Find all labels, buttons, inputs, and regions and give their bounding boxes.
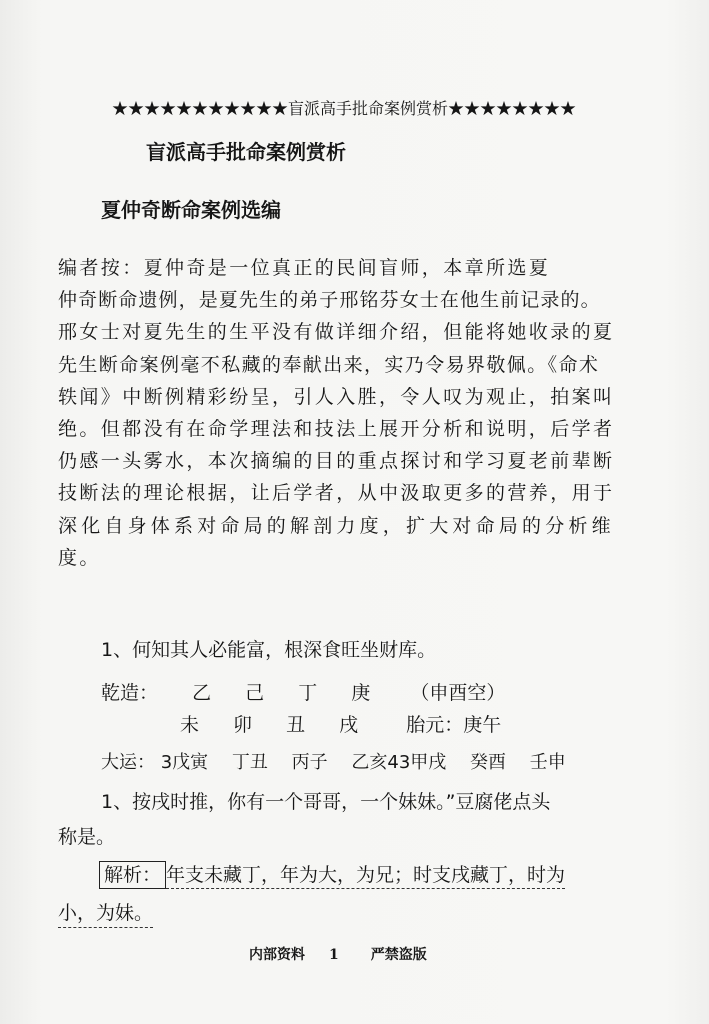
running-header: ★★★★★★★★★★★盲派高手批命案例赏析★★★★★★★★ (112, 99, 577, 118)
analysis-text: 年支未藏丁，年为大，为兄；时支戌藏丁，时为 (166, 864, 565, 889)
qian-zao-label: 乾造： (101, 682, 159, 704)
chart-stems-row (101, 678, 505, 705)
editor-note-line: 度。 (58, 546, 101, 569)
dayun-item: 癸酉 (470, 752, 507, 773)
footer-right: 严禁盗版 (370, 947, 427, 963)
chart-branches-row (180, 710, 501, 737)
dayun-label: 大运： (101, 752, 155, 773)
footer-left: 内部资料 (249, 947, 305, 963)
editor-note-line: 仲奇断命遗例，是夏先生的弟子邢铭芬女士在他生前记录的。 (58, 289, 601, 312)
analysis-text-cont: 小，为妹。 (58, 898, 153, 928)
dayun-item: 乙亥43甲戌 (351, 752, 447, 773)
editor-note-line: 邢女士对夏先生的生平没有做详细介绍，但能将她收录的夏 (58, 321, 615, 344)
dayun-item: 丙子 (291, 752, 328, 773)
page-number: 1 (329, 947, 339, 963)
editor-note-line: 编者按：夏仲奇是一位真正的民间盲师，本章所选夏 (58, 257, 551, 279)
dayun-item: 3戊寅 (160, 752, 209, 773)
dayun-item: 壬申 (529, 752, 566, 773)
editor-note-line: 绝。但都没有在命学理法和技法上展开分析和说明，后学者 (58, 417, 615, 440)
analysis-label: 解析： (99, 861, 166, 889)
question-line: 称是。 (58, 826, 116, 848)
editor-note-line: 轶闻》中断例精彩纷呈，引人入胜，令人叹为观止，拍案叫 (58, 385, 615, 408)
kong-wang: （申酉空） (410, 682, 506, 704)
editor-note-line: 深化自身体系对命局的解剖力度，扩大对命局的分析维 (58, 514, 615, 537)
editor-note (58, 252, 658, 574)
tai-yuan: 胎元：庚午 (406, 714, 502, 736)
earthly-branches: 未 卯 丑 戌 (180, 714, 373, 736)
heavenly-stems: 乙 己 丁 庚 (192, 682, 385, 704)
editor-note-line: 先生断命案例毫不私藏的奉献出来，实乃令易界敬佩。《命术 (58, 353, 600, 376)
section-title: 夏仲奇断命案例选编 (101, 198, 281, 222)
page-footer (249, 944, 427, 964)
question-line: 1、按戌时推，你有一个哥哥，一个妹妹。”豆腐佬点头 (101, 791, 551, 813)
da-yun-row (101, 748, 566, 774)
editor-note-line: 技断法的理论根据，让后学者，从中汲取更多的营养，用于 (58, 482, 615, 505)
editor-note-line: 仍感一头雾水，本次摘编的目的重点探讨和学习夏老前辈断 (58, 450, 615, 473)
dayun-item: 丁丑 (231, 752, 268, 773)
page-title: 盲派高手批命案例赏析 (146, 140, 346, 164)
case-title: 1、何知其人必能富，根深食旺坐财库。 (101, 639, 437, 661)
analysis-line (99, 860, 565, 889)
